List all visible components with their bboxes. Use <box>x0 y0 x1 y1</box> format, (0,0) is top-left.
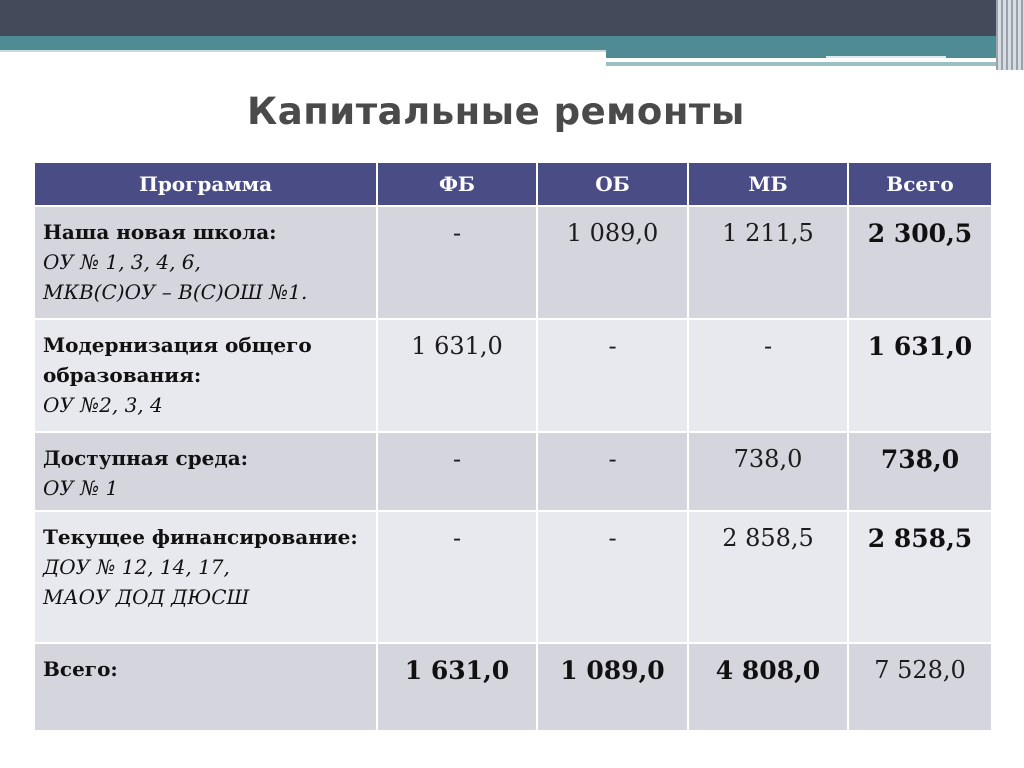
total-value: 2 858,5 <box>848 511 992 643</box>
header-accent-line <box>826 56 946 58</box>
mb-value: 738,0 <box>688 432 848 511</box>
program-name: Модернизация общего образования: <box>43 333 312 387</box>
total-value: 2 300,5 <box>848 206 992 319</box>
program-detail: ОУ № 1, 3, 4, 6, <box>43 250 201 274</box>
column-header-total: Всего <box>848 162 992 206</box>
program-name: Текущее финансирование: <box>43 525 358 549</box>
program-name: Всего: <box>43 657 118 681</box>
ob-value: 1 089,0 <box>537 206 688 319</box>
column-header-ob: ОБ <box>537 162 688 206</box>
program-detail: МКВ(С)ОУ – В(С)ОШ №1. <box>43 280 308 304</box>
total-value: 7 528,0 <box>848 643 992 731</box>
table-header-row <box>34 162 992 206</box>
table-row-total <box>34 643 992 731</box>
ob-value: - <box>537 319 688 432</box>
total-value: 1 631,0 <box>848 319 992 432</box>
fb-value: 1 631,0 <box>377 643 537 731</box>
ob-value: 1 089,0 <box>537 643 688 731</box>
program-detail: ОУ № 1 <box>43 476 119 500</box>
program-cell <box>34 432 377 511</box>
total-value: 738,0 <box>848 432 992 511</box>
fb-value: - <box>377 511 537 643</box>
program-detail: МАОУ ДОД ДЮСШ <box>43 585 250 609</box>
ob-value: - <box>537 432 688 511</box>
program-detail: ДОУ № 12, 14, 17, <box>43 555 230 579</box>
program-cell <box>34 319 377 432</box>
mb-value: - <box>688 319 848 432</box>
table-row <box>34 511 992 643</box>
page-title: Капитальные ремонты <box>247 90 745 133</box>
column-header-fb: ФБ <box>377 162 537 206</box>
program-cell <box>34 643 377 731</box>
mb-value: 2 858,5 <box>688 511 848 643</box>
program-cell <box>34 511 377 643</box>
header-thin-line <box>0 50 606 52</box>
table-row <box>34 432 992 511</box>
table-row <box>34 206 992 319</box>
program-name: Наша новая школа: <box>43 220 277 244</box>
program-detail: ОУ №2, 3, 4 <box>43 393 163 417</box>
table-row <box>34 319 992 432</box>
header-dark-band <box>0 0 1024 36</box>
funding-table <box>33 161 993 732</box>
mb-value: 1 211,5 <box>688 206 848 319</box>
header-edge-stripes <box>996 0 1024 70</box>
column-header-program: Программа <box>34 162 377 206</box>
header-light-line <box>606 62 1024 66</box>
fb-value: - <box>377 432 537 511</box>
fb-value: - <box>377 206 537 319</box>
fb-value: 1 631,0 <box>377 319 537 432</box>
header-teal-band-right <box>606 50 1024 58</box>
program-name: Доступная среда: <box>43 446 249 470</box>
ob-value: - <box>537 511 688 643</box>
mb-value: 4 808,0 <box>688 643 848 731</box>
program-cell <box>34 206 377 319</box>
column-header-mb: МБ <box>688 162 848 206</box>
header-teal-band <box>0 36 1024 50</box>
